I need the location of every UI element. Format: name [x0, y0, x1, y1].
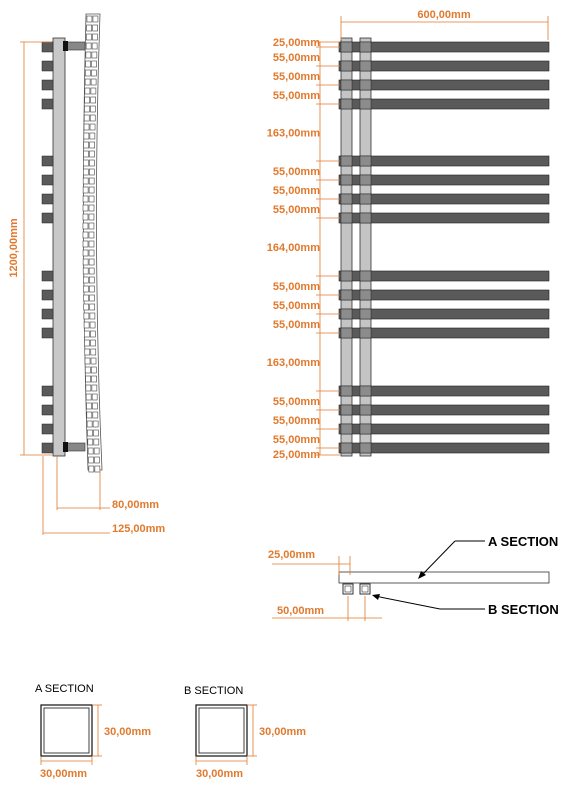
section-a-detail	[35, 683, 151, 780]
side-bar-end	[42, 156, 53, 166]
profile-cell	[83, 259, 88, 265]
spacing-label: 25,00mm	[272, 449, 320, 461]
callout-b-section: B SECTION	[488, 602, 559, 617]
spacing-label: 55,00mm	[272, 185, 320, 197]
profile-cell	[83, 169, 88, 175]
profile-cell	[84, 142, 89, 148]
side-height-label: 1200,00mm	[8, 218, 20, 278]
profile-cell	[83, 178, 88, 184]
spacing-label: 55,00mm	[272, 319, 320, 331]
spacing-label: 55,00mm	[272, 204, 320, 216]
side-bar-ends	[42, 42, 53, 453]
profile-cell	[84, 133, 89, 139]
profile-cell	[84, 106, 89, 112]
spacing-label: 55,00mm	[272, 396, 320, 408]
profile-cell	[83, 187, 88, 193]
spacing-label: 25,00mm	[272, 37, 320, 49]
profile-cell	[90, 295, 95, 301]
side-bar-end	[42, 99, 53, 109]
profile-cell	[92, 376, 97, 382]
profile-cell	[85, 349, 90, 355]
top-view	[268, 534, 559, 621]
section-a-width-label: 30,00mm	[40, 768, 88, 780]
spacing-label: 55,00mm	[272, 281, 320, 293]
front-joint	[360, 309, 371, 319]
section-b-height-label: 30,00mm	[259, 726, 307, 738]
section-a-height-label: 30,00mm	[104, 726, 152, 738]
profile-cell	[93, 25, 98, 31]
profile-cell	[92, 43, 97, 49]
profile-cell	[90, 322, 95, 328]
profile-cell	[84, 313, 89, 319]
front-joint	[341, 328, 352, 338]
spacing-label: 55,00mm	[272, 415, 320, 427]
profile-cell	[92, 394, 97, 400]
spacing-label: 55,00mm	[272, 90, 320, 102]
side-bar-end	[42, 80, 53, 90]
profile-cell	[89, 214, 94, 220]
profile-cell	[89, 259, 94, 265]
profile-cell	[92, 52, 97, 58]
profile-cell	[86, 385, 91, 391]
profile-cell	[86, 52, 91, 58]
side-view	[8, 14, 165, 535]
profile-cell	[85, 340, 90, 346]
front-spacing-dimensions	[267, 37, 340, 461]
profile-cell	[85, 79, 90, 85]
profile-cell	[93, 412, 98, 418]
front-joint	[360, 175, 371, 185]
profile-cell	[83, 277, 88, 283]
profile-cell	[91, 340, 96, 346]
profile-cell	[90, 106, 95, 112]
profile-cell	[90, 304, 95, 310]
front-joint	[341, 42, 352, 52]
section-a-title: A SECTION	[35, 683, 94, 695]
front-joint	[360, 80, 371, 90]
top-upright-right	[360, 584, 370, 594]
front-joint	[360, 213, 371, 223]
profile-cell	[89, 232, 94, 238]
side-bar-end	[42, 213, 53, 223]
profile-cell	[84, 331, 89, 337]
profile-cell	[87, 25, 92, 31]
profile-cell	[91, 97, 96, 103]
profile-cell	[83, 232, 88, 238]
profile-cell	[85, 70, 90, 76]
profile-cell	[90, 313, 95, 319]
profile-cell	[90, 133, 95, 139]
front-joint	[360, 405, 371, 415]
front-joint	[360, 99, 371, 109]
top-offset-label: 25,00mm	[268, 549, 316, 561]
profile-cell	[91, 88, 96, 94]
profile-cell	[91, 79, 96, 85]
front-joint	[360, 194, 371, 204]
profile-cell	[90, 151, 95, 157]
profile-cell	[84, 115, 89, 121]
profile-cell	[91, 349, 96, 355]
profile-cell	[88, 457, 93, 463]
side-bar-end	[42, 194, 53, 204]
profile-cell	[89, 160, 94, 166]
front-joint	[341, 309, 352, 319]
front-joint	[360, 443, 371, 453]
side-bar-end	[42, 424, 53, 434]
top-upright-left	[343, 584, 353, 594]
front-joint	[341, 194, 352, 204]
spacing-label: 163,00mm	[266, 127, 320, 140]
front-joint	[360, 156, 371, 166]
section-b-title: B SECTION	[184, 685, 244, 697]
front-joint	[341, 271, 352, 281]
top-spacing-label: 50,00mm	[277, 605, 325, 617]
profile-cell	[90, 124, 95, 130]
side-bar-end	[42, 309, 53, 319]
front-width-label: 600,00mm	[417, 9, 471, 21]
profile-cell	[85, 367, 90, 373]
profile-cell	[83, 241, 88, 247]
profile-cell	[94, 448, 99, 454]
front-joint	[341, 290, 352, 300]
profile-cell	[84, 124, 89, 130]
side-depth-inner-label: 80,00mm	[112, 499, 160, 511]
section-b-detail	[184, 685, 306, 780]
profile-cell	[89, 169, 94, 175]
side-bar-end	[42, 175, 53, 185]
front-joint	[341, 99, 352, 109]
front-joint	[341, 80, 352, 90]
profile-cell	[83, 214, 88, 220]
front-joint	[360, 386, 371, 396]
profile-cell	[87, 421, 92, 427]
profile-cell	[92, 34, 97, 40]
side-bar-end	[42, 290, 53, 300]
spacing-label: 55,00mm	[272, 52, 320, 64]
profile-cell	[84, 295, 89, 301]
front-joint	[341, 156, 352, 166]
profile-cell	[93, 430, 98, 436]
profile-cell	[87, 16, 92, 22]
front-joint	[360, 328, 371, 338]
profile-cell	[86, 43, 91, 49]
profile-cell	[87, 412, 92, 418]
front-joint	[360, 290, 371, 300]
profile-cell	[89, 196, 94, 202]
section-b-outer	[196, 705, 247, 756]
profile-cell	[86, 394, 91, 400]
profile-cell	[90, 331, 95, 337]
profile-cell	[90, 115, 95, 121]
profile-cell	[89, 286, 94, 292]
side-bar-end	[42, 42, 53, 52]
profile-cell	[94, 457, 99, 463]
profile-cell	[89, 250, 94, 256]
front-joint	[360, 42, 371, 52]
front-joint	[341, 386, 352, 396]
front-joint	[341, 213, 352, 223]
profile-cell	[86, 61, 91, 67]
profile-cell	[89, 466, 94, 472]
front-joint	[360, 424, 371, 434]
side-bar-end	[42, 271, 53, 281]
profile-cell	[87, 430, 92, 436]
side-bar-end	[42, 405, 53, 415]
side-bar-end	[42, 386, 53, 396]
front-joint	[360, 271, 371, 281]
profile-cell	[89, 205, 94, 211]
side-bracket-top-cap	[63, 41, 68, 51]
front-joint	[341, 405, 352, 415]
profile-cell	[83, 268, 88, 274]
spacing-label: 55,00mm	[272, 300, 320, 312]
top-bar	[339, 572, 549, 583]
profile-cell	[83, 205, 88, 211]
spacing-label: 164,00mm	[266, 242, 320, 254]
profile-cell	[83, 160, 88, 166]
profile-cell	[91, 70, 96, 76]
profile-cell	[89, 187, 94, 193]
profile-cell	[84, 322, 89, 328]
profile-cell	[92, 61, 97, 67]
side-upright	[53, 38, 65, 456]
profile-cell	[89, 178, 94, 184]
front-view	[267, 9, 549, 461]
front-joint	[341, 61, 352, 71]
spacing-label: 55,00mm	[272, 71, 320, 83]
front-joint	[341, 424, 352, 434]
profile-cell	[95, 466, 100, 472]
side-depth-outer-label: 125,00mm	[112, 523, 166, 535]
spacing-label: 55,00mm	[272, 434, 320, 446]
profile-cell	[88, 448, 93, 454]
profile-cell	[93, 16, 98, 22]
side-bar-end	[42, 443, 53, 453]
profile-cell	[89, 241, 94, 247]
side-bracket-bottom-cap	[63, 442, 68, 452]
profile-cell	[86, 34, 91, 40]
profile-cell	[83, 286, 88, 292]
profile-cell	[86, 403, 91, 409]
profile-cell	[92, 403, 97, 409]
profile-cell	[92, 385, 97, 391]
callout-a-section: A SECTION	[488, 534, 559, 549]
profile-cell	[83, 196, 88, 202]
profile-cell	[90, 142, 95, 148]
profile-cell	[94, 439, 99, 445]
profile-cell	[85, 97, 90, 103]
profile-cell	[88, 439, 93, 445]
profile-cell	[89, 268, 94, 274]
profile-cell	[83, 250, 88, 256]
profile-cell	[91, 358, 96, 364]
front-joint	[341, 443, 352, 453]
profile-cell	[86, 376, 91, 382]
spacing-label: 55,00mm	[272, 166, 320, 178]
section-b-width-label: 30,00mm	[196, 768, 244, 780]
spacing-label: 163,00mm	[266, 357, 320, 369]
section-a-outer	[41, 705, 92, 756]
profile-cell	[83, 223, 88, 229]
profile-cell	[85, 88, 90, 94]
profile-cell	[93, 421, 98, 427]
profile-cell	[89, 223, 94, 229]
side-bar-end	[42, 328, 53, 338]
profile-cell	[91, 367, 96, 373]
profile-cell	[84, 151, 89, 157]
front-joint	[360, 61, 371, 71]
profile-cell	[85, 358, 90, 364]
front-joint	[341, 175, 352, 185]
profile-cell	[89, 277, 94, 283]
profile-cell	[84, 304, 89, 310]
side-bar-end	[42, 61, 53, 71]
